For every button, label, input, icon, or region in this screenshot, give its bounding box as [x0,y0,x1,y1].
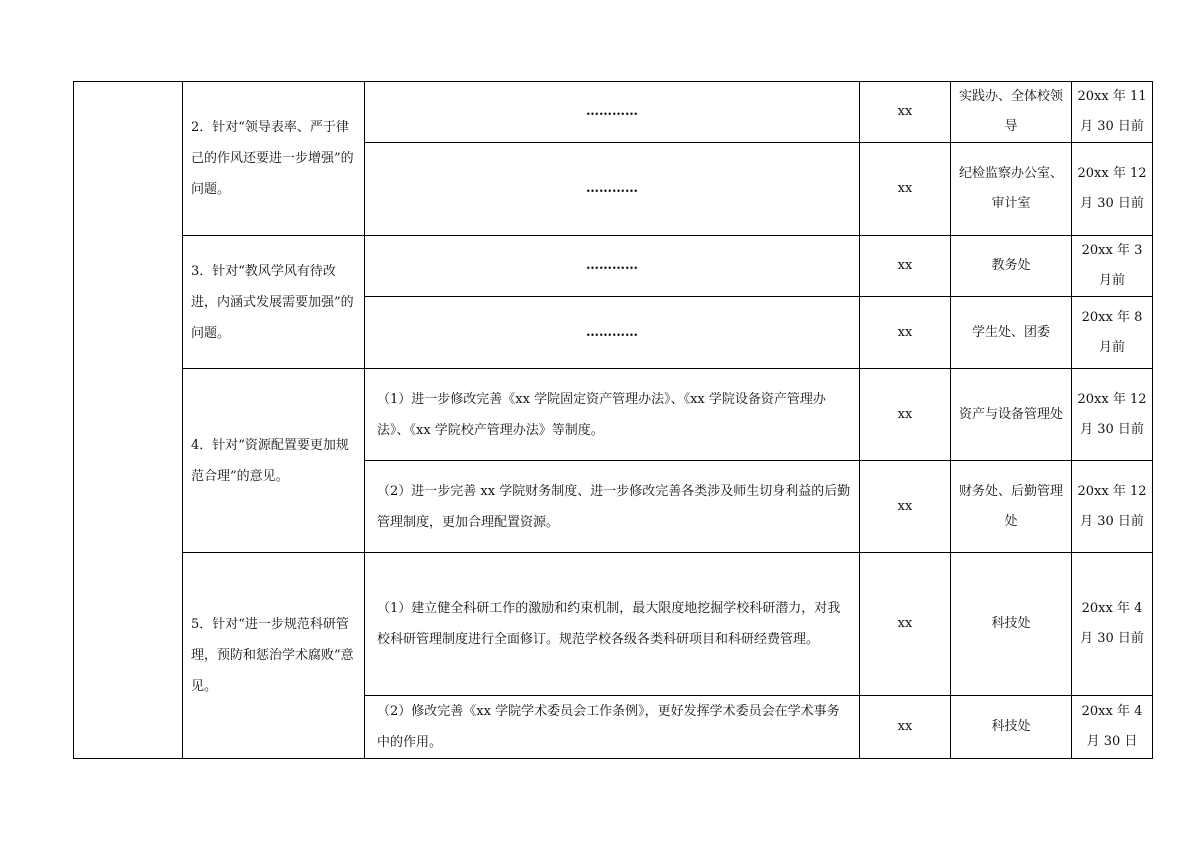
deadline-cell: 20xx 年 4 月 30 日 [1072,696,1153,759]
owner-cell: xx [860,696,951,759]
deadline-cell: 20xx 年 12 月 30 日前 [1072,143,1153,236]
owner-cell: xx [860,82,951,143]
rectification-table [73,81,1153,759]
deadline-cell: 20xx 年 4 月 30 日前 [1072,553,1153,696]
table-row [74,82,1153,143]
issue-cell: 5．针对“进一步规范科研管理，预防和惩治学术腐败”意见。 [183,553,365,759]
department-cell: 财务处、后勤管理处 [951,461,1072,553]
owner-cell: xx [860,236,951,297]
owner-cell: xx [860,461,951,553]
measure-cell: ………… [365,297,860,369]
deadline-cell: 20xx 年 3 月前 [1072,236,1153,297]
deadline-cell: 20xx 年 11 月 30 日前 [1072,82,1153,143]
measure-cell: （1）进一步修改完善《xx 学院固定资产管理办法》、《xx 学院设备资产管理办法》、《xx 学院校产管理办法》等制度。 [365,369,860,461]
table-row [74,553,1153,696]
table-row [74,369,1153,461]
deadline-cell: 20xx 年 12 月 30 日前 [1072,369,1153,461]
owner-cell: xx [860,297,951,369]
department-cell: 科技处 [951,553,1072,696]
deadline-cell: 20xx 年 12 月 30 日前 [1072,461,1153,553]
issue-cell: 2．针对“领导表率、严于律己的作风还要进一步增强”的问题。 [183,82,365,236]
deadline-cell: 20xx 年 8 月前 [1072,297,1153,369]
department-cell: 教务处 [951,236,1072,297]
measure-cell: ………… [365,236,860,297]
issue-cell: 4．针对“资源配置要更加规范合理”的意见。 [183,369,365,553]
category-cell [74,82,183,759]
department-cell: 学生处、团委 [951,297,1072,369]
department-cell: 实践办、全体校领导 [951,82,1072,143]
owner-cell: xx [860,143,951,236]
table-row [74,236,1153,297]
measure-cell: （2）进一步完善 xx 学院财务制度、进一步修改完善各类涉及师生切身利益的后勤管理制度，更加合理配置资源。 [365,461,860,553]
department-cell: 资产与设备管理处 [951,369,1072,461]
issue-cell: 3．针对“教风学风有待改进，内涵式发展需要加强”的问题。 [183,236,365,369]
department-cell: 纪检监察办公室、审计室 [951,143,1072,236]
measure-cell: ………… [365,143,860,236]
measure-cell: （2）修改完善《xx 学院学术委员会工作条例》，更好发挥学术委员会在学术事务中的作用。 [365,696,860,759]
department-cell: 科技处 [951,696,1072,759]
owner-cell: xx [860,553,951,696]
measure-cell: （1）建立健全科研工作的激励和约束机制，最大限度地挖掘学校科研潜力，对我校科研管理制度进行全面修订。规范学校各级各类科研项目和科研经费管理。 [365,553,860,696]
measure-cell: ………… [365,82,860,143]
owner-cell: xx [860,369,951,461]
